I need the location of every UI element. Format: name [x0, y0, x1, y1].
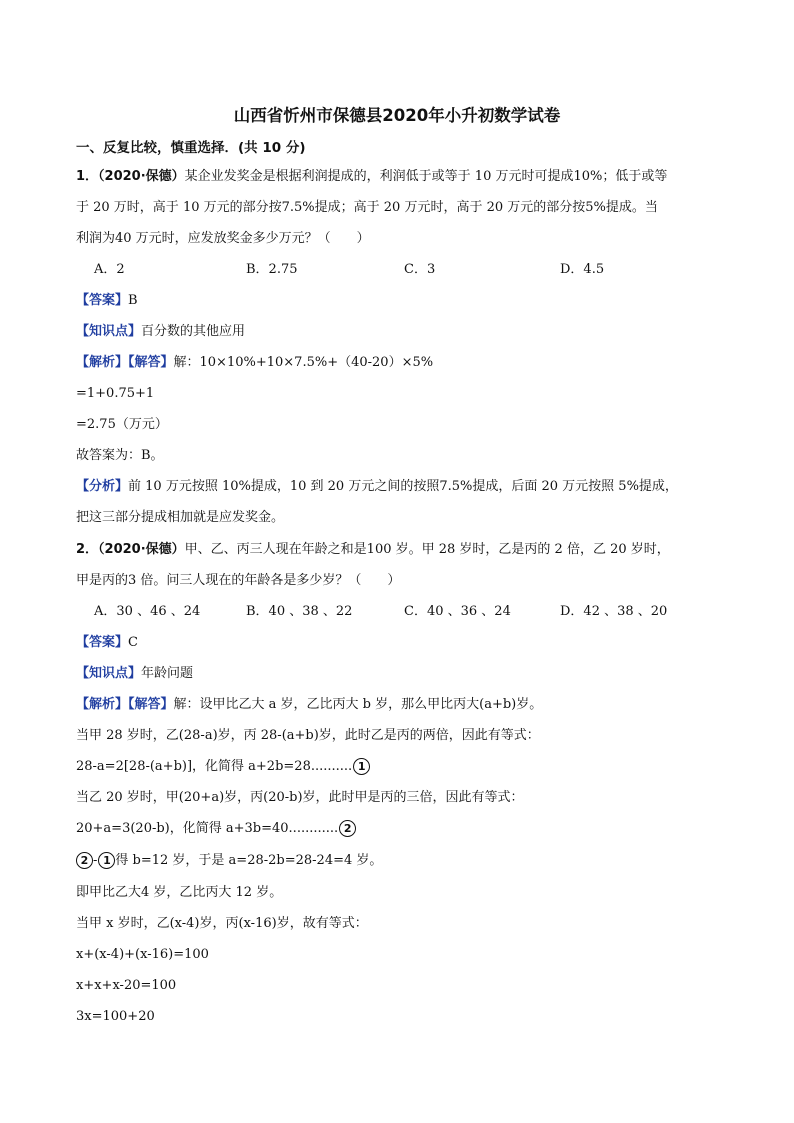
answer-tag: 【答案】: [76, 635, 129, 650]
q1-line3: 利润为40 万元时，应发放奖金多少万元？（ ）: [76, 231, 370, 246]
equation-2: 20+a=3(20-b)，化简得 a+3b=40............: [76, 821, 339, 836]
knowledge-tag: 【知识点】: [76, 666, 142, 681]
q2-line1: [76, 541, 670, 558]
q2-solution-6: [76, 852, 382, 869]
q2-knowledge-point: [76, 665, 193, 682]
knowledge-tag: 【知识点】: [76, 324, 142, 339]
q2-solution-9: x+(x-4)+(x-16)=100: [76, 947, 209, 962]
q2-solution-1: [76, 696, 542, 713]
q1-number: 1．: [76, 169, 99, 184]
answer-tag: 【答案】: [76, 293, 129, 308]
q1-line1: [76, 168, 667, 185]
equation-1: 28-a=2[28-(a+b)]，化简得 a+2b=28..........: [76, 759, 353, 774]
analysis-tag: 【分析】: [76, 479, 129, 494]
q2-solution-11: 3x=100+20: [76, 1009, 155, 1024]
q2-source: （2020·保德）: [98, 542, 185, 557]
solution-text: 解：10×10%+10×7.5%+（40-20）×5%: [173, 355, 434, 370]
q2-stem-1: 甲、乙、丙三人现在年龄之和是100 岁。甲 28 岁时，乙是丙的 2 倍，乙 20 岁时，: [184, 542, 670, 557]
answer-value: B: [128, 293, 138, 308]
q2-option-b: B．40 、38 、22: [246, 604, 353, 619]
q2-answer: [76, 634, 138, 651]
q2-solution-10: x+x+x-20=100: [76, 978, 177, 993]
circled-one-marker: 1: [98, 852, 115, 869]
page-title: 山西省忻州市保德县2020年小升初数学试卷: [233, 106, 561, 125]
q1-solution-2: =1+0.75+1: [76, 386, 155, 401]
q1-analysis-2: 把这三部分提成相加就是应发奖金。: [76, 510, 285, 525]
knowledge-value: 年龄问题: [141, 666, 194, 681]
q1-source: （2020·保德）: [98, 169, 185, 184]
q2-option-a: A．30 、46 、24: [94, 604, 201, 619]
circled-two-marker: 2: [339, 820, 356, 837]
q1-answer: [76, 292, 138, 309]
answer-value: C: [128, 635, 138, 650]
q1-option-b: B．2.75: [246, 262, 298, 277]
q1-option-c: C．3: [404, 262, 436, 277]
section-heading: 一、反复比较，慎重选择．(共 10 分): [76, 140, 306, 156]
q2-option-c: C．40 、36 、24: [404, 604, 511, 619]
q1-stem-1: 某企业发奖金是根据利润提成的，利润低于或等于 10 万元时可提成10%；低于或等: [184, 169, 668, 184]
q1-solution-1: [76, 354, 433, 371]
solution-tag: 【解析】【解答】: [76, 697, 174, 712]
solution-text: 得 b=12 岁，于是 a=28-2b=28-24=4 岁。: [115, 853, 383, 868]
solution-text: 解：设甲比乙大 a 岁，乙比丙大 b 岁，那么甲比丙大(a+b)岁。: [173, 697, 543, 712]
solution-tag: 【解析】【解答】: [76, 355, 174, 370]
minus-sign: -: [93, 853, 98, 868]
q1-option-a: A．2: [94, 262, 125, 277]
q2-solution-7: 即甲比乙大4 岁，乙比丙大 12 岁。: [76, 885, 283, 900]
q1-solution-4: 故答案为：B。: [76, 448, 164, 463]
q1-line2: 于 20 万时，高于 10 万元的部分按7.5%提成；高于 20 万元时，高于 20 万元的部分按5%提成。当: [76, 200, 658, 215]
q1-option-d: D．4.5: [560, 262, 605, 277]
q2-solution-4: 当乙 20 岁时，甲(20+a)岁，丙(20-b)岁，此时甲是丙的三倍，因此有等式：: [76, 790, 524, 805]
q1-solution-3: =2.75（万元）: [76, 417, 168, 432]
q2-number: 2．: [76, 542, 99, 557]
q2-option-d: D．42 、38 、20: [560, 604, 668, 619]
analysis-text: 前 10 万元按照 10%提成，10 到 20 万元之间的按照7.5%提成，后面 20 万元按照 5%提成，: [128, 479, 678, 494]
circled-one-marker: 1: [353, 758, 370, 775]
q1-knowledge-point: [76, 323, 245, 340]
q2-solution-3: [76, 758, 370, 775]
q2-line2: 甲是丙的3 倍。问三人现在的年龄各是多少岁？（ ）: [76, 573, 401, 588]
q1-analysis-1: [76, 478, 678, 495]
q2-solution-2: 当甲 28 岁时，乙(28-a)岁，丙 28-(a+b)岁，此时乙是丙的两倍，因此有等式：: [76, 728, 540, 743]
circled-two-marker: 2: [76, 852, 93, 869]
q2-solution-5: [76, 820, 356, 837]
knowledge-value: 百分数的其他应用: [141, 324, 246, 339]
q2-solution-8: 当甲 x 岁时，乙(x-4)岁，丙(x-16)岁，故有等式：: [76, 916, 368, 931]
